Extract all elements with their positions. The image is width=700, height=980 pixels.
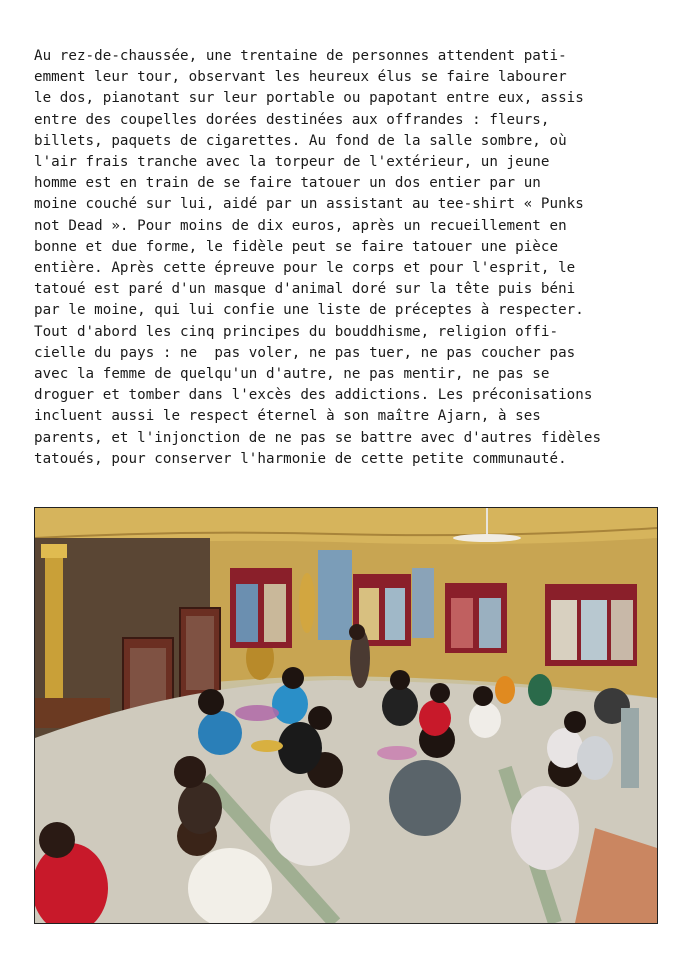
paragraph-line: tatoué est paré d'un masque d'animal doré sur la tête puis béni [34,281,576,298]
paragraph-line: moine couché sur lui, aidé par un assistant au tee-shirt « Punks [34,196,584,213]
paragraph-line: avec la femme de quelqu'un d'autre, ne pas mentir, ne pas se [34,366,550,383]
paragraph-line: billets, paquets de cigarettes. Au fond de la salle sombre, où [34,132,567,149]
paragraph-line: emment leur tour, observant les heureux élus se faire labourer [34,69,567,86]
paragraph-line: Au rez-de-chaussée, une trentaine de personnes attendent pati- [34,48,567,64]
paragraph-line: par le moine, qui lui confie une liste de préceptes à respecter. [34,302,584,319]
paragraph-line: bonne et due forme, le fidèle peut se faire tatouer une pièce [34,238,559,255]
paragraph-line: l'air frais tranche avec la torpeur de l'extérieur, un jeune [34,154,550,171]
article-paragraph [34,46,666,470]
paragraph-line: entière. Après cette épreuve pour le corps et pour l'esprit, le [34,260,576,277]
paragraph-line: cielle du pays : ne pas voler, ne pas tuer, ne pas coucher pas [34,344,576,361]
paragraph-line: le dos, pianotant sur leur portable ou papotant entre eux, assis [34,90,584,107]
photo-illustration [35,508,657,923]
paragraph-line: droguer et tomber dans l'excès des addictions. Les préconisations [34,387,593,404]
paragraph-line: homme est en train de se faire tatouer un dos entier par un [34,175,541,192]
temple-interior-photo [34,507,658,924]
paragraph-line: entre des coupelles dorées destinées aux offrandes : fleurs, [34,111,550,128]
paragraph-line: not Dead ». Pour moins de dix euros, après un recueillement en [34,217,567,234]
paragraph-line: Tout d'abord les cinq principes du bouddhisme, religion offi- [34,323,559,340]
paragraph-line: parents, et l'injonction de ne pas se battre avec d'autres fidèles [34,429,602,446]
paragraph-line: incluent aussi le respect éternel à son maître Ajarn, à ses [34,408,541,425]
paragraph-line: tatoués, pour conserver l'harmonie de cette petite communauté. [34,450,567,467]
